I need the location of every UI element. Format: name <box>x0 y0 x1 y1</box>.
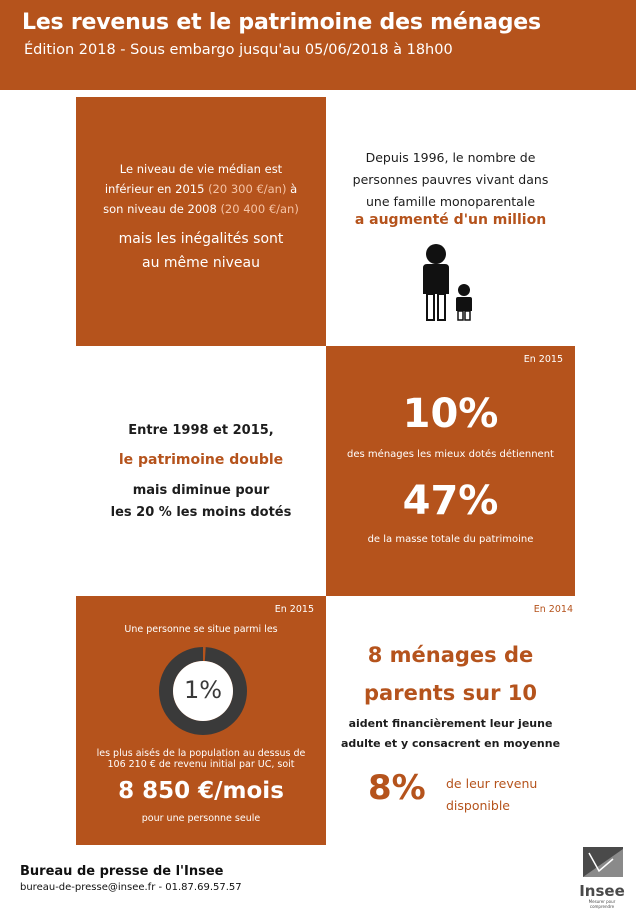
monthly-income: 8 850 €/mois <box>118 778 284 804</box>
income-share-text-2: disponible <box>446 798 510 813</box>
insee-logo-text: Insee <box>579 882 625 900</box>
wealth-share-text: de la masse totale du patrimoine <box>367 534 534 545</box>
single-parent-line-2: personnes pauvres vivant dans <box>352 172 549 187</box>
wealth-highlight: le patrimoine double <box>118 452 284 468</box>
single-parent-line-1: Depuis 1996, le nombre de <box>365 150 536 165</box>
top-one-percent-intro: Une personne se situe parmi les <box>124 624 278 635</box>
inequality-line-2: au même niveau <box>142 255 260 271</box>
income-share-pct: 8% <box>368 768 426 808</box>
parent-support-headline-1: 8 ménages de <box>367 643 534 667</box>
inequality-line-1: mais les inégalités sont <box>118 231 284 247</box>
single-parent-panel <box>326 97 575 346</box>
insee-logo-tagline: Mesurer pour comprendre <box>588 899 616 909</box>
single-person-note: pour une personne seule <box>141 813 261 824</box>
wealth-trend-panel <box>76 346 326 596</box>
top-households-text: des ménages les mieux dotés détiennent <box>347 449 554 460</box>
concentration-year: En 2015 <box>523 354 563 365</box>
donut-value: 1% <box>183 676 223 704</box>
top-households-pct: 10% <box>402 391 499 437</box>
median-line-1: Le niveau de vie médian est <box>119 162 283 176</box>
insee-logo-mark <box>577 845 627 879</box>
parent-support-panel <box>326 596 575 845</box>
wealth-concentration-panel <box>326 346 575 596</box>
parent-child-icon <box>418 242 478 322</box>
wealth-line-4: les 20 % les moins dotés <box>110 505 292 520</box>
page-title: Les revenus et le patrimoine des ménages <box>22 10 541 35</box>
parent-support-text-1: aident financièrement leur jeune <box>348 717 553 730</box>
median-line-3: son niveau de 2008 (20 400 €/an) <box>103 202 299 216</box>
median-income-panel <box>76 97 326 346</box>
insee-logo <box>577 845 627 909</box>
top-one-percent-text-2: 106 210 € de revenu initial par UC, soit <box>107 759 295 770</box>
top-one-percent-year: En 2015 <box>274 604 314 615</box>
top-one-percent-text-1: les plus aisés de la population au dessus de <box>96 748 306 759</box>
wealth-period: Entre 1998 et 2015, <box>128 423 274 438</box>
median-line-2: inférieur en 2015 (20 300 €/an) à <box>104 182 298 196</box>
parent-support-year: En 2014 <box>533 604 573 615</box>
single-parent-line-3: une famille monoparentale <box>365 194 536 209</box>
income-share-text-1: de leur revenu <box>446 776 538 791</box>
press-office-title: Bureau de presse de l'Insee <box>20 864 224 879</box>
press-office-contact[interactable]: bureau-de-presse@insee.fr - 01.87.69.57.57 <box>20 882 242 893</box>
wealth-line-3: mais diminue pour <box>132 483 270 498</box>
single-parent-highlight: a augmenté d'un million <box>354 212 547 228</box>
wealth-share-pct: 47% <box>402 478 499 524</box>
parent-support-headline-2: parents sur 10 <box>364 681 537 705</box>
parent-support-text-2: adulte et y consacrent en moyenne <box>340 737 561 750</box>
page-subtitle: Édition 2018 - Sous embargo jusqu'au 05/06/2018 à 18h00 <box>24 42 453 58</box>
top-one-percent-panel <box>76 596 326 845</box>
